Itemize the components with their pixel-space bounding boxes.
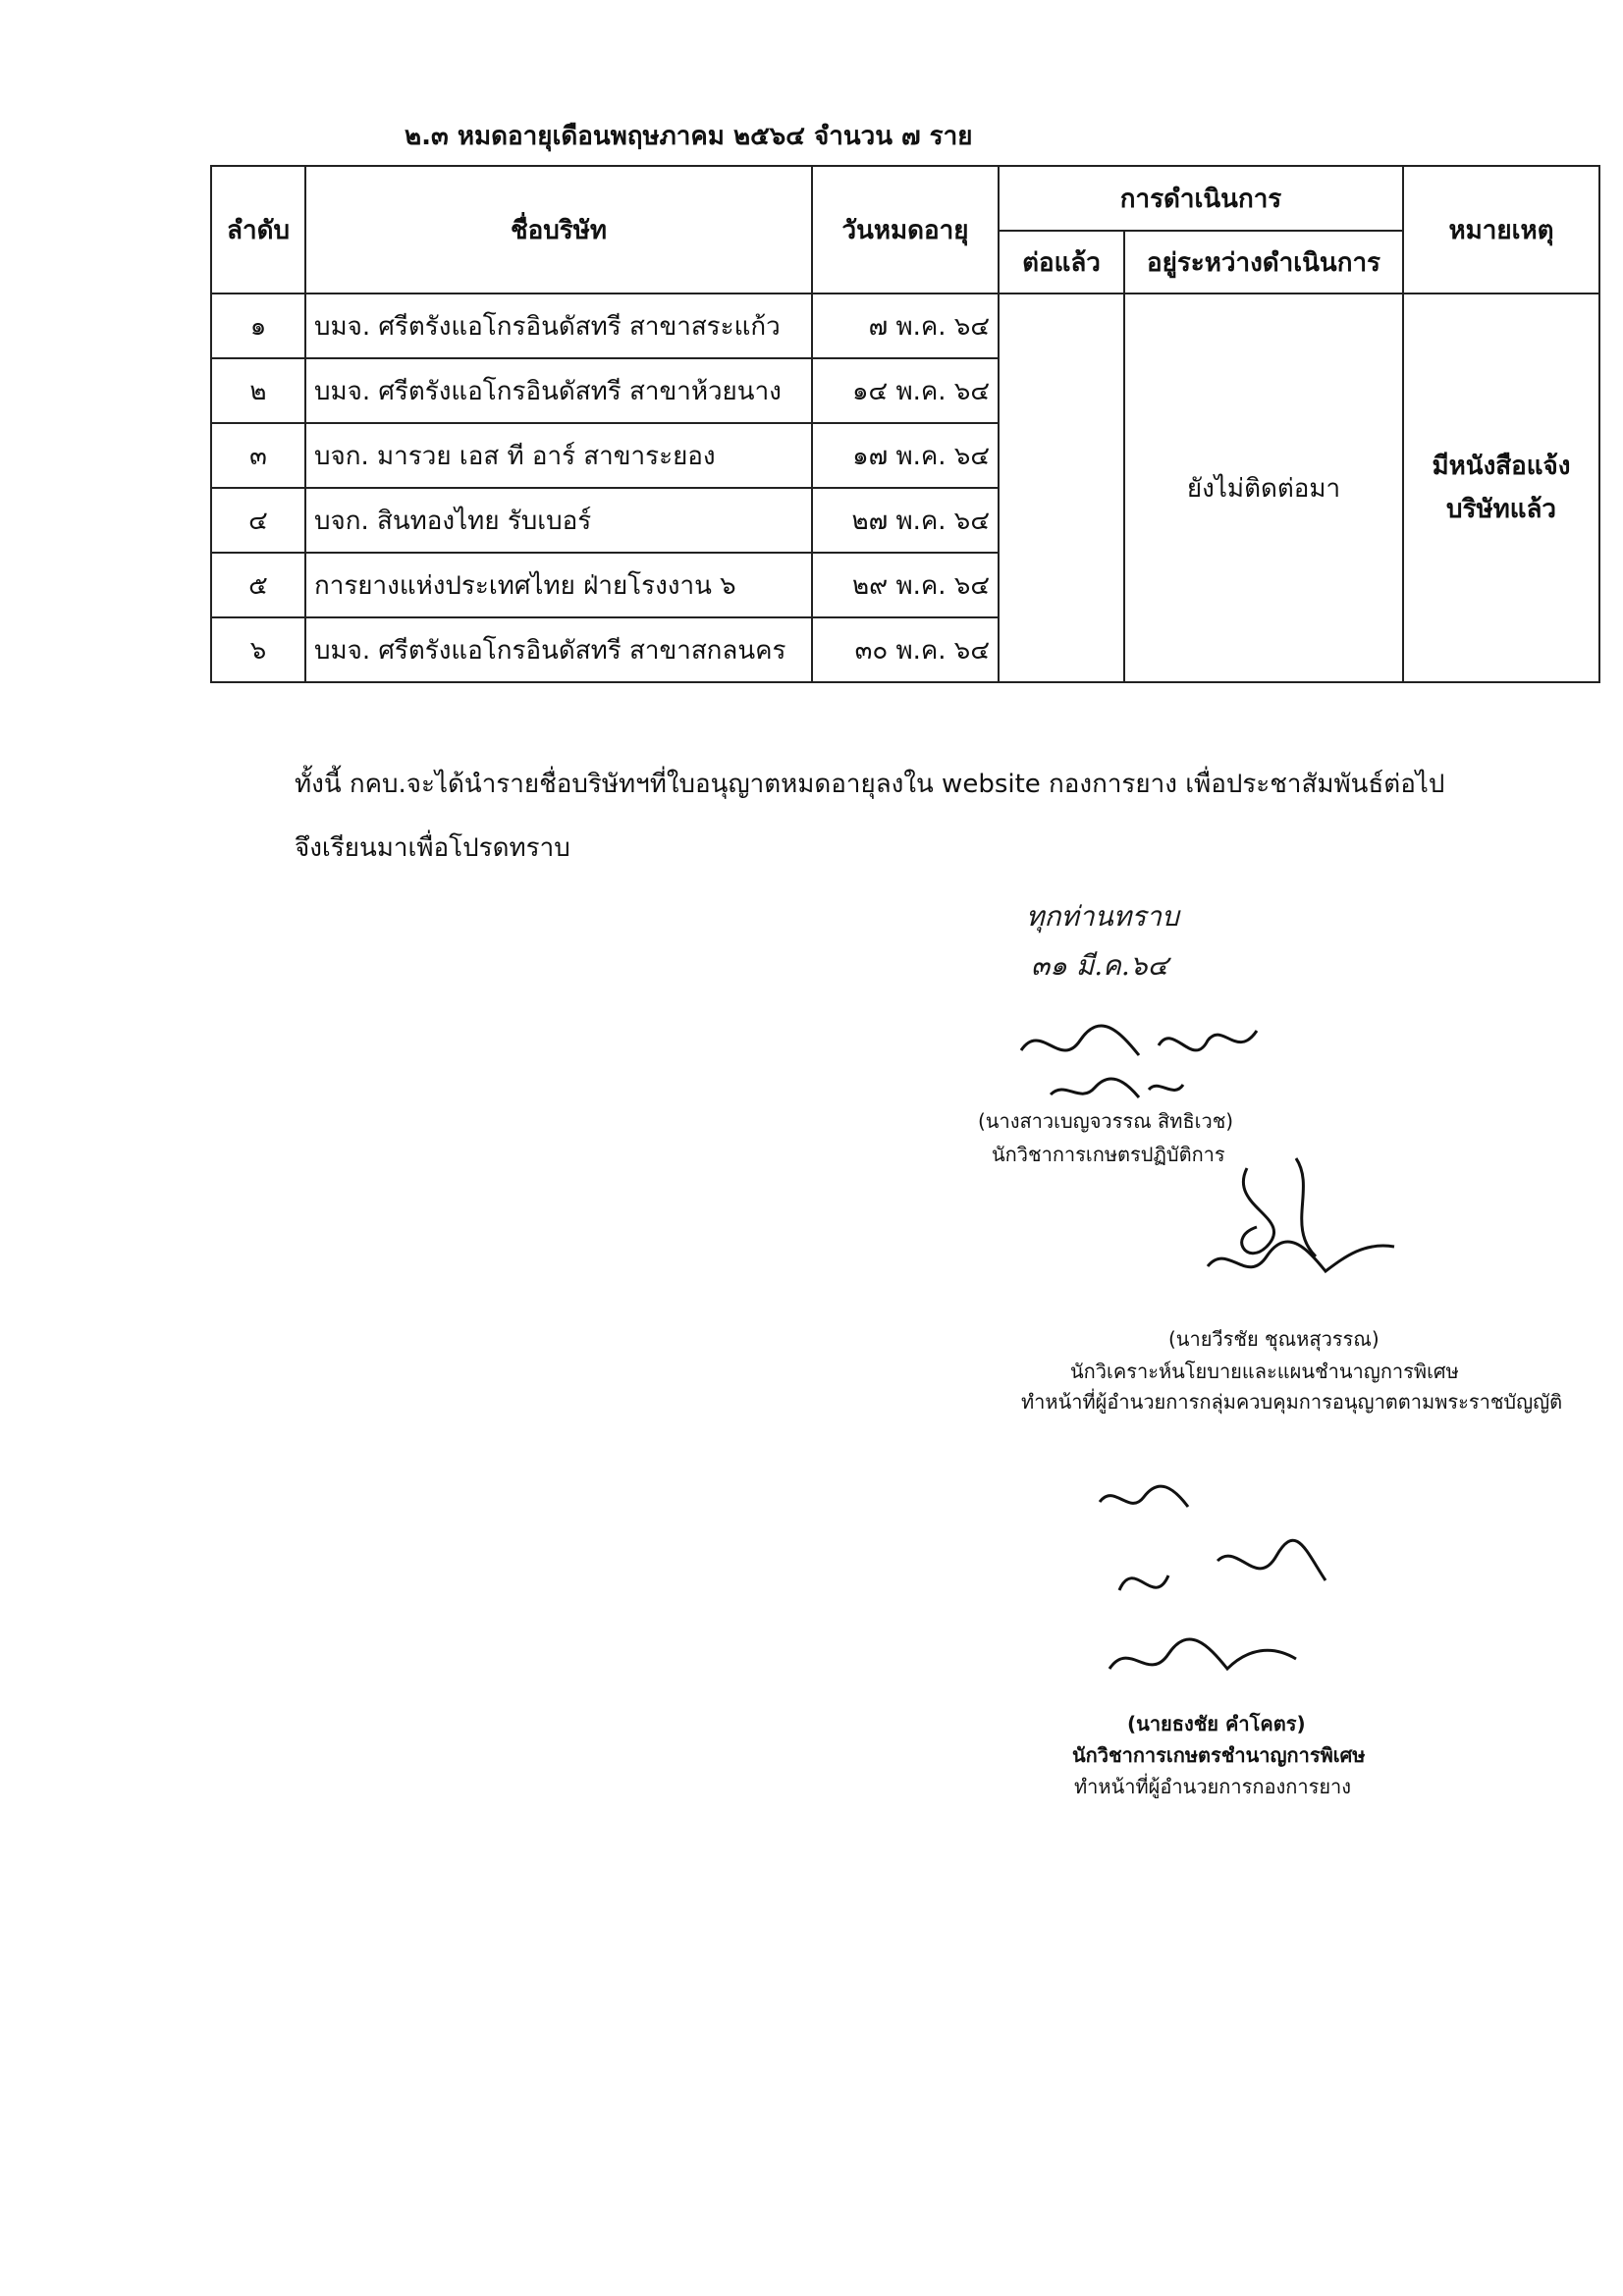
signature-scribble-1	[1011, 1001, 1267, 1109]
header-in-progress: อยู่ระหว่างดำเนินการ	[1124, 231, 1403, 294]
closing-line: จึงเรียนมาเพื่อโปรดทราบ	[295, 833, 570, 863]
company-name: การยางแห่งประเทศไทย ฝ่ายโรงงาน ๖	[305, 553, 812, 617]
expiry-date: ๒๗ พ.ค. ๖๔	[812, 488, 999, 553]
signatory-title-3b: ทำหน้าที่ผู้อำนวยการกองการยาง	[1074, 1775, 1352, 1798]
company-name: บจก. สินทองไทย รับเบอร์	[305, 488, 812, 553]
signatory-name-3: (นายธงชัย คำโคตร)	[1127, 1712, 1306, 1735]
header-renewed: ต่อแล้ว	[999, 231, 1124, 294]
signatory-title-2a: นักวิเคราะห์นโยบายและแผนชำนาญการพิเศษ	[1070, 1360, 1459, 1383]
row-number: ๓	[211, 423, 305, 488]
note-cell	[1403, 294, 1599, 682]
row-number: ๔	[211, 488, 305, 553]
company-name: บมจ. ศรีตรังแอโกรอินดัสทรี สาขาสกลนคร	[305, 617, 812, 682]
expiry-table	[210, 165, 1600, 683]
expiry-date: ๒๙ พ.ค. ๖๔	[812, 553, 999, 617]
company-name: บจก. มารวย เอส ที อาร์ สาขาระยอง	[305, 423, 812, 488]
signatory-name-1: (นางสาวเบญจวรรณ สิทธิเวช)	[978, 1109, 1234, 1133]
note-line-1: มีหนังสือแจ้ง	[1432, 452, 1571, 481]
section-heading: ๒.๓ หมดอายุเดือนพฤษภาคม ๒๕๖๔ จำนวน ๗ ราย	[405, 122, 973, 151]
header-action: การดำเนินการ	[999, 166, 1403, 231]
expiry-date: ๑๗ พ.ค. ๖๔	[812, 423, 999, 488]
note-line-2: บริษัทแล้ว	[1445, 495, 1557, 524]
header-company: ชื่อบริษัท	[305, 166, 812, 294]
expiry-date: ๑๔ พ.ค. ๖๔	[812, 358, 999, 423]
header-no: ลำดับ	[211, 166, 305, 294]
signatory-title-1: นักวิชาการเกษตรปฏิบัติการ	[992, 1143, 1225, 1166]
body-paragraph: ทั้งนี้ กคบ.จะได้นำรายชื่อบริษัทฯที่ใบอนุญาตหมดอายุลงใน website กองการยาง เพื่อประชาสัมพันธ์ต่อไป	[295, 770, 1445, 799]
signatory-title-3a: นักวิชาการเกษตรชำนาญการพิเศษ	[1072, 1743, 1366, 1767]
handwritten-date: ๓๑ มี.ค.๖๔	[1031, 949, 1168, 982]
signature-scribble-2	[1208, 1148, 1414, 1286]
header-expiry: วันหมดอายุ	[812, 166, 999, 294]
expiry-date: ๓๐ พ.ค. ๖๔	[812, 617, 999, 682]
row-number: ๒	[211, 358, 305, 423]
row-number: ๖	[211, 617, 305, 682]
handwritten-note: ทุกท่านทราบ	[1026, 900, 1179, 933]
status-cell: ยังไม่ติดต่อมา	[1124, 294, 1403, 682]
header-note: หมายเหตุ	[1403, 166, 1599, 294]
row-number: ๕	[211, 553, 305, 617]
renewed-cell	[999, 294, 1124, 682]
company-name: บมจ. ศรีตรังแอโกรอินดัสทรี สาขาสระแก้ว	[305, 294, 812, 358]
row-number: ๑	[211, 294, 305, 358]
expiry-date: ๗ พ.ค. ๖๔	[812, 294, 999, 358]
signature-scribble-3	[1080, 1472, 1335, 1708]
table-row	[211, 294, 1599, 358]
signatory-title-2b: ทำหน้าที่ผู้อำนวยการกลุ่มควบคุมการอนุญาตตามพระราชบัญญัติ	[1021, 1390, 1563, 1414]
signatory-name-2: (นายวีรชัย ชุณหสุวรรณ)	[1168, 1327, 1380, 1351]
company-name: บมจ. ศรีตรังแอโกรอินดัสทรี สาขาห้วยนาง	[305, 358, 812, 423]
